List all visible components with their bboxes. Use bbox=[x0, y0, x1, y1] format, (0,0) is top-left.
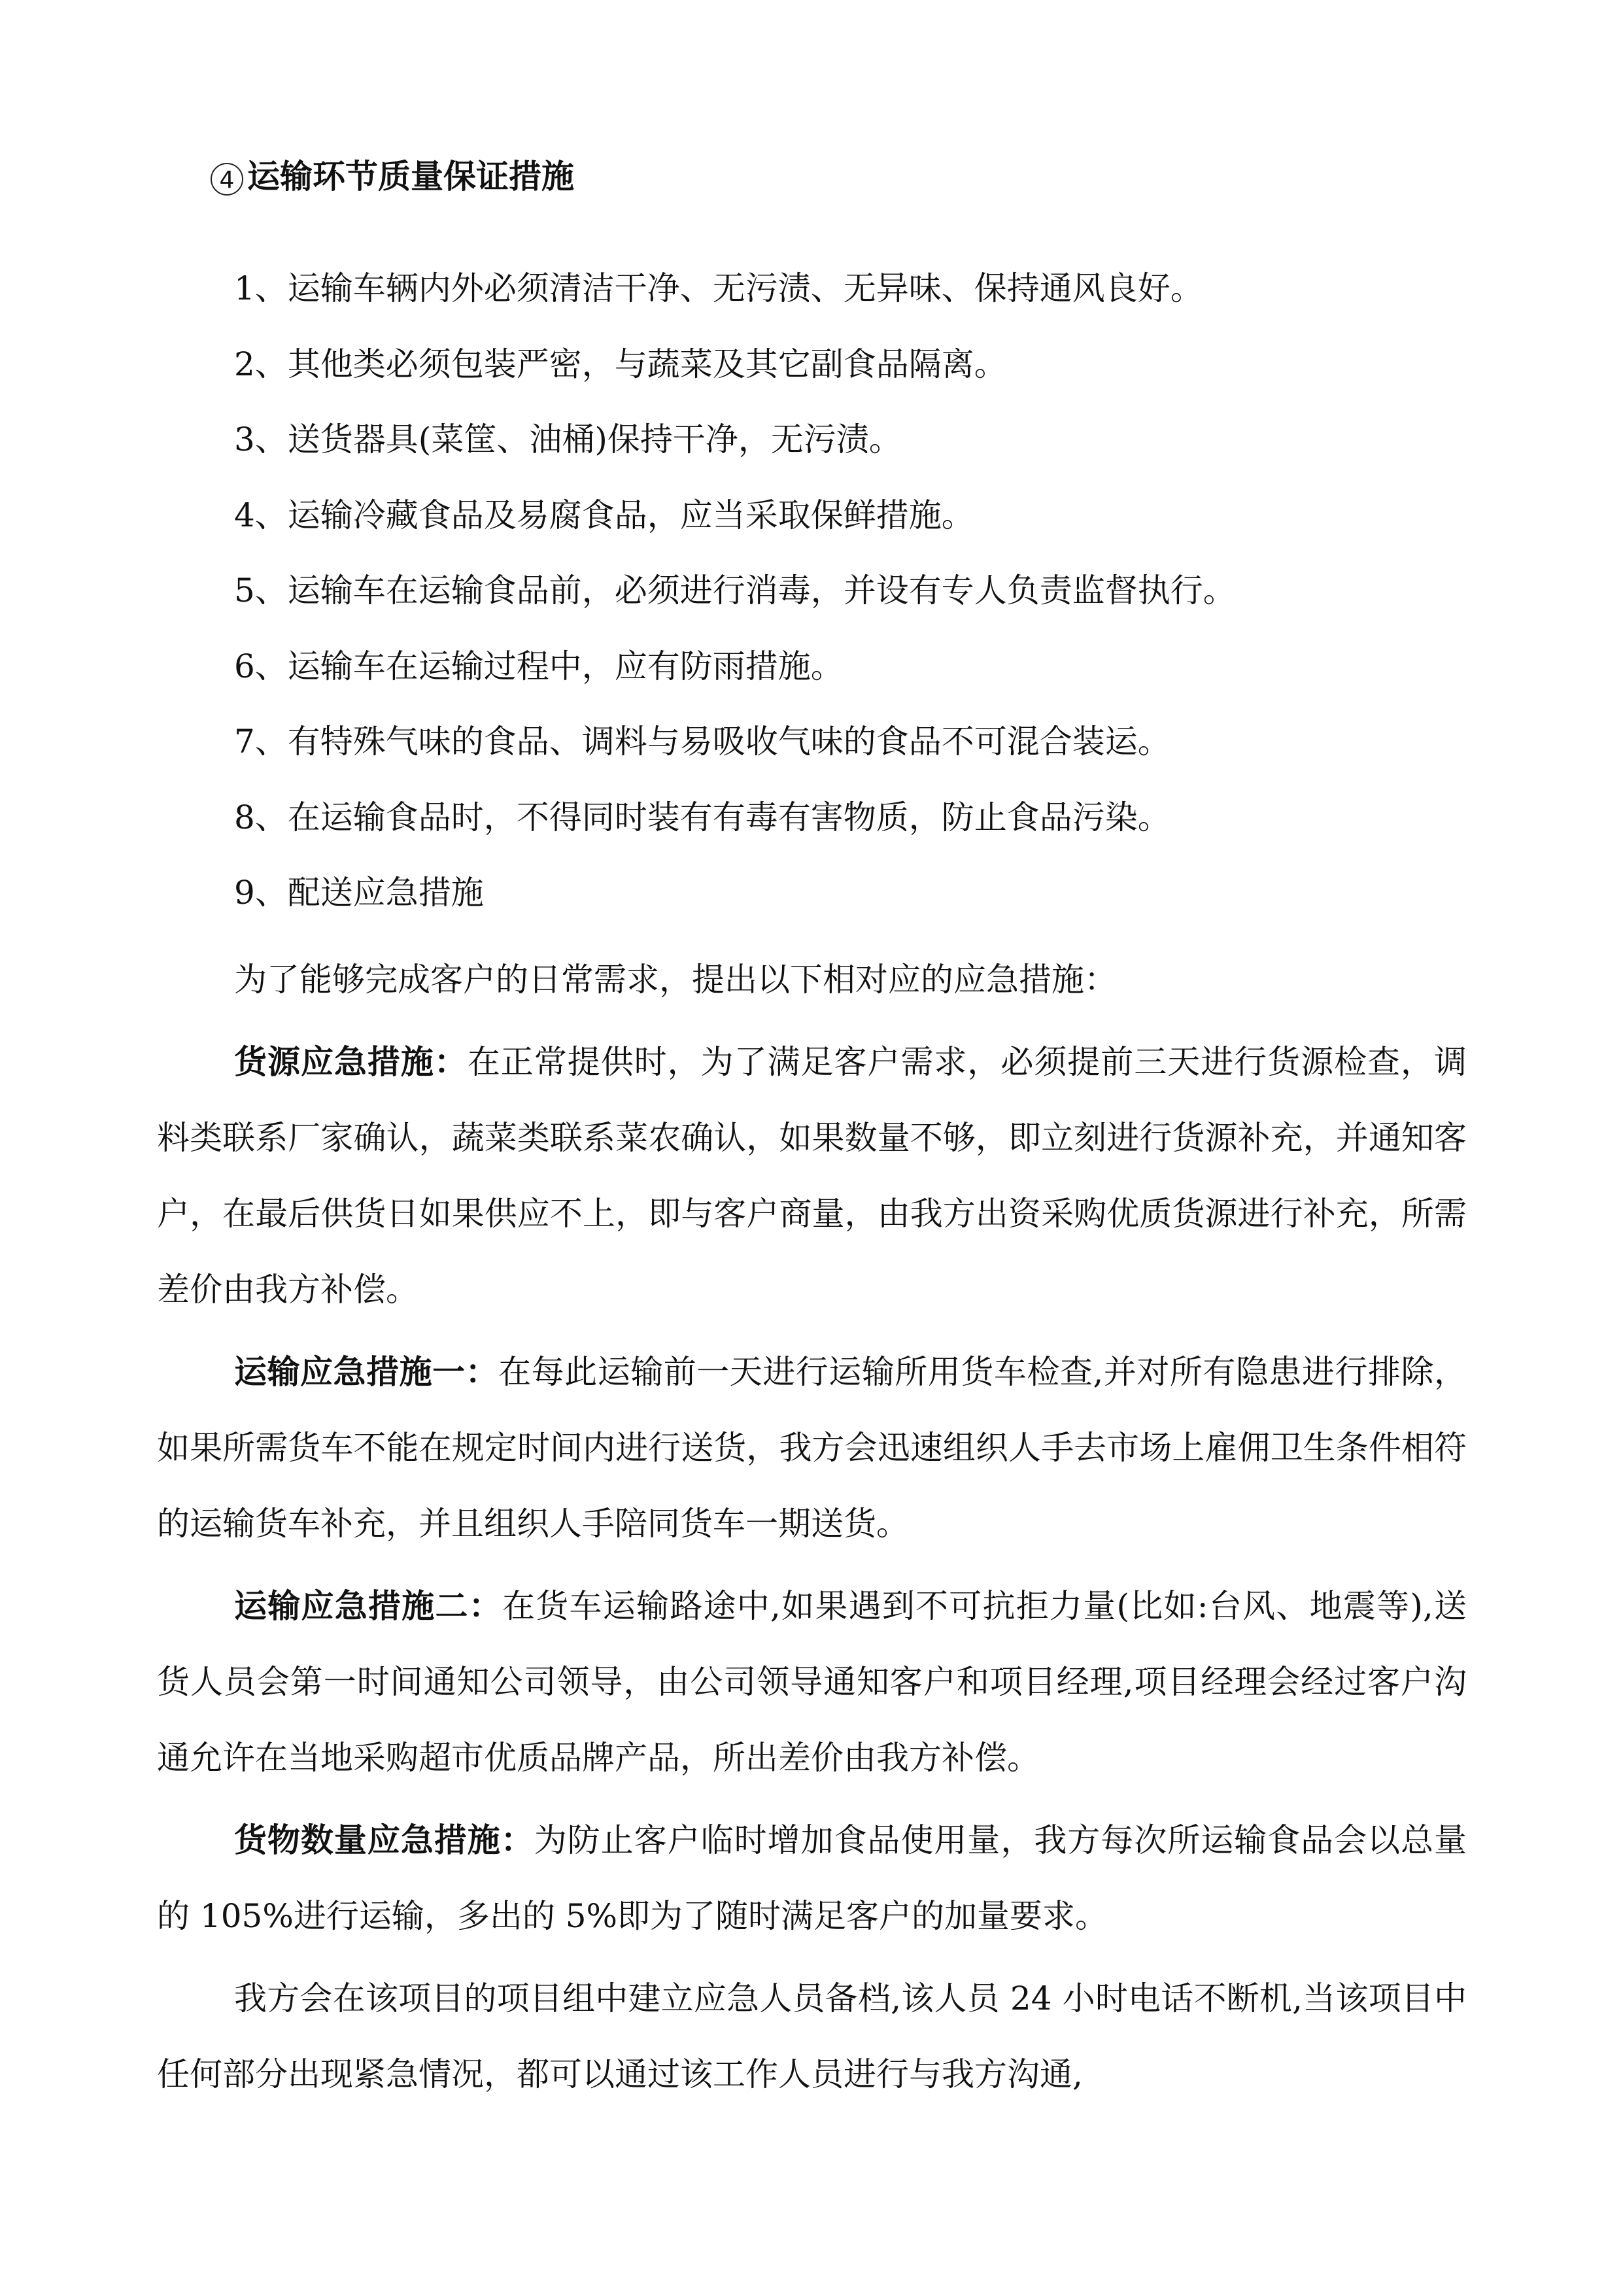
closing-paragraph: 我方会在该项目的项目组中建立应急人员备档,该人员 24 小时电话不断机,当该项目中任何部分出现紧急情况，都可以通过该工作人员进行与我方沟通, bbox=[157, 1979, 1467, 2093]
measure-lead: 运输应急措施一： bbox=[234, 1353, 499, 1391]
list-item: 2、其他类必须包装严密，与蔬菜及其它副食品隔离。 bbox=[234, 345, 1007, 383]
requirements-list bbox=[234, 265, 1477, 945]
measure-lead: 货源应急措施： bbox=[234, 1043, 468, 1081]
list-item: 1、运输车辆内外必须清洁干净、无污渍、无异味、保持通风良好。 bbox=[234, 269, 1203, 307]
measure-text: 在正常提供时，为了满足客户需求，必须提前三天进行货源检查，调料类联系厂家确认，蔬菜类联系菜农确认，如果数量不够，即立刻进行货源补充，并通知客户，在最后供货日如果供应不上，即与客户商量，由我方出资采购优质货源进行补充，所需差价由我方补偿。 bbox=[157, 1043, 1467, 1309]
list-item: 9、配送应急措施 bbox=[234, 874, 484, 912]
list-item: 7、有特殊气味的食品、调料与易吸收气味的食品不可混合装运。 bbox=[234, 723, 1170, 761]
section-title-text: 运输环节质量保证措施 bbox=[247, 158, 574, 196]
measure-text: 在货车运输路途中,如果遇到不可抗拒力量(比如:台风、地震等),送货人员会第一时间通知公司领导，由公司领导通知客户和项目经理,项目经理会经过客户沟通允许在当地采购超市优质品牌产品，所出差价由我方补偿。 bbox=[157, 1587, 1467, 1777]
circled-number: 4 bbox=[211, 163, 243, 196]
section-heading bbox=[211, 157, 574, 196]
list-item: 6、运输车在运输过程中，应有防雨措施。 bbox=[234, 647, 844, 685]
list-item: 5、运输车在运输食品前，必须进行消毒，并设有专人负责监督执行。 bbox=[234, 572, 1236, 609]
intro-paragraph: 为了能够完成客户的日常需求，提出以下相对应的应急措施： bbox=[234, 961, 1117, 999]
list-item: 3、送货器具(菜筐、油桶)保持干净，无污渍。 bbox=[234, 420, 902, 458]
measure-paragraph bbox=[157, 1024, 1467, 1328]
measure-text: 为防止客户临时增加食品使用量，我方每次所运输食品会以总量的 105%进行运输，多出的 5%即为了随时满足客户的加量要求。 bbox=[157, 1821, 1467, 1935]
list-item: 8、在运输食品时，不得同时装有有毒有害物质，防止食品污染。 bbox=[234, 798, 1170, 836]
measure-lead: 运输应急措施二： bbox=[234, 1587, 502, 1625]
body-text bbox=[157, 942, 1467, 2119]
list-item: 4、运输冷藏食品及易腐食品，应当采取保鲜措施。 bbox=[234, 496, 974, 534]
measure-paragraph bbox=[157, 1334, 1467, 1562]
measure-paragraph bbox=[157, 1568, 1467, 1796]
measure-paragraph bbox=[157, 1802, 1467, 1954]
measure-lead: 货物数量应急措施： bbox=[234, 1821, 534, 1859]
measure-text: 在每此运输前一天进行运输所用货车检查,并对所有隐患进行排除，如果所需货车不能在规定时间内进行送货，我方会迅速组织人手去市场上雇佣卫生条件相符的运输货车补充，并且组织人手陪同货车一期送货。 bbox=[157, 1353, 1467, 1543]
